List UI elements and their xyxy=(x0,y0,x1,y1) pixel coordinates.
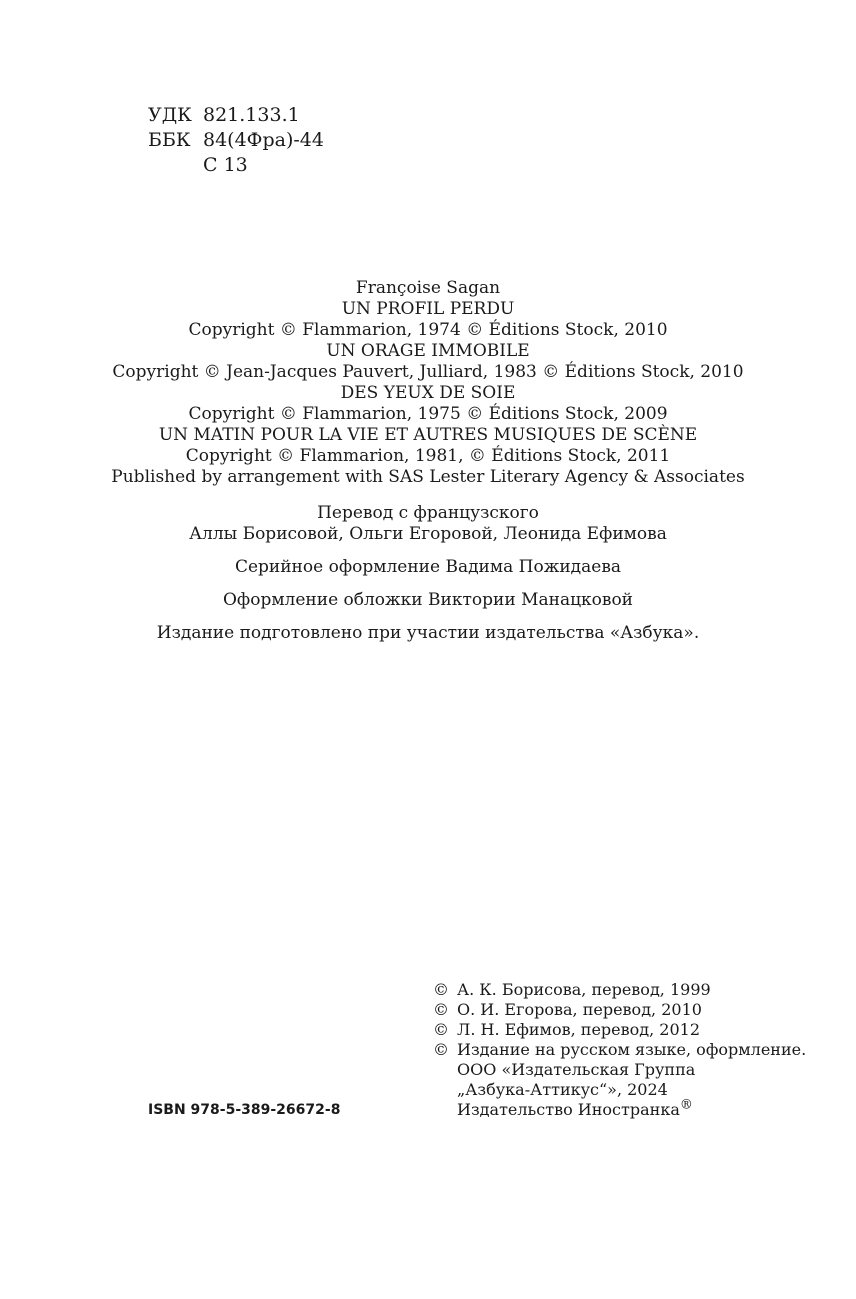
udk-row xyxy=(148,103,324,128)
notice-item xyxy=(433,1040,806,1060)
series-design-credit: Серийное оформление Вадима Пожидаева xyxy=(234,557,622,577)
copyright-line: Copyright © Flammarion, 1974 © Éditions Stock, 2010 xyxy=(188,320,668,340)
isbn: ISBN 978-5-389-26672-8 xyxy=(148,1102,341,1118)
original-title: UN MATIN POUR LA VIE ET AUTRES MUSIQUES DE SCÈNE xyxy=(158,425,698,445)
imprint-line xyxy=(433,1097,806,1120)
bbk-value: 84(4Фра)-44 xyxy=(203,129,324,151)
original-title: DES YEUX DE SOIE xyxy=(340,383,516,403)
copyright-line: Copyright © Flammarion, 1981, © Éditions Stock, 2011 xyxy=(185,446,671,466)
translation-label: Перевод с французского xyxy=(317,503,539,523)
notice-item xyxy=(433,980,806,1000)
publisher-group-line: „Азбука-Аттикус“», 2024 xyxy=(457,1080,668,1099)
arrangement-line: Published by arrangement with SAS Lester Literary Agency & Associates xyxy=(111,467,745,487)
copyright-line: Copyright © Flammarion, 1975 © Éditions Stock, 2009 xyxy=(188,404,668,424)
notice-text: Л. Н. Ефимов, перевод, 2012 xyxy=(457,1020,700,1039)
translators-names: Аллы Борисовой, Ольги Егоровой, Леонида Ефимова xyxy=(189,524,667,544)
copyright-symbol: © xyxy=(433,1000,449,1019)
copyright-symbol: © xyxy=(433,1040,449,1059)
udk-value: 821.133.1 xyxy=(203,104,300,126)
bbk-row xyxy=(148,128,324,153)
notice-text: А. К. Борисова, перевод, 1999 xyxy=(457,980,711,999)
imprint-name: Издательство Иностранка xyxy=(457,1100,680,1119)
author-mark: С 13 xyxy=(203,154,248,176)
author-mark-row xyxy=(148,153,324,178)
publisher-group-line: ООО «Издательская Группа xyxy=(457,1060,696,1079)
notice-text: Издание на русском языке, оформление. xyxy=(457,1040,807,1059)
notice-item xyxy=(433,1000,806,1020)
copyright-line: Copyright © Jean-Jacques Pauvert, Julliard, 1983 © Éditions Stock, 2010 xyxy=(112,362,744,382)
copyright-symbol: © xyxy=(433,1020,449,1039)
author-name: Françoise Sagan xyxy=(355,278,501,298)
registered-mark: ® xyxy=(679,1097,693,1113)
cover-design-credit: Оформление обложки Виктории Манацковой xyxy=(222,590,634,610)
notice-item xyxy=(433,1020,806,1040)
credits-block xyxy=(100,278,756,488)
notice-text: О. И. Егорова, перевод, 2010 xyxy=(457,1000,702,1019)
udk-label: УДК xyxy=(148,104,192,126)
publisher-note: Издание подготовлено при участии издательства «Азбука». xyxy=(156,623,700,643)
bbk-label: ББК xyxy=(148,129,191,151)
original-title: UN ORAGE IMMOBILE xyxy=(326,341,530,361)
classification-block xyxy=(148,103,324,178)
copyright-symbol: © xyxy=(433,980,449,999)
translation-block xyxy=(100,503,756,545)
copyright-notices xyxy=(433,980,806,1120)
original-title: UN PROFIL PERDU xyxy=(341,299,515,319)
